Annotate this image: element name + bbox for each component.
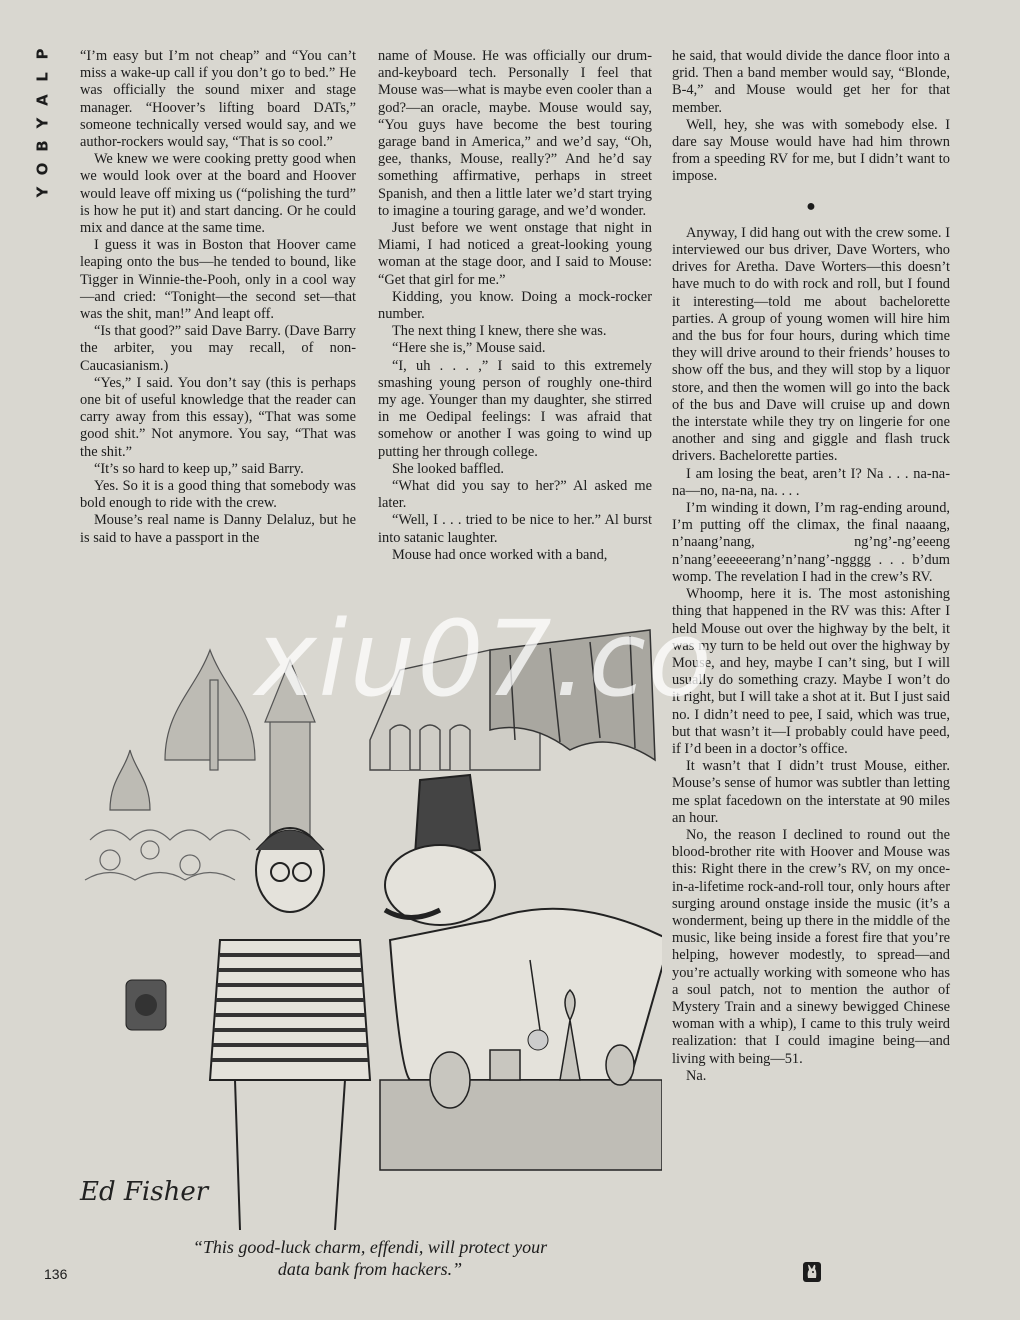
paragraph: I guess it was in Boston that Hoover came leaping onto the bus—he tended to bound, like Tigger in Winnie-the-Pooh, only in a cool way—and cried: “Tonight—the second set—that was the shit, man!” And leapt off. [80,237,356,323]
paragraph: name of Mouse. He was officially our drum-and-keyboard tech. Personally I feel that Mouse was—what is maybe even cooler than a god?—an oracle, maybe. Mouse would say, “You guys have become the best touring garage band in America,” and we’d say, “Oh, gee, thanks, Mouse, really?” And he’d say something affirmative, perhaps in street Spanish, and then a little later we’d start trying to imagine a touring garage, and we’d wonder. [378,48,652,219]
text-column-2 [378,48,652,564]
text-column-3 [672,48,950,1085]
paragraph: “I’m easy but I’m not cheap” and “You can’t miss a wake-up call if you don’t go to bed.” He was officially the sound mixer and stage manager. “Hoover’s lifting board DATs,” someone technically versed would say, and we author-rockers would say, “That is so cool.” [80,48,356,151]
paragraph: “Well, I . . . tried to be nice to her.” Al burst into satanic laughter. [378,512,652,546]
running-head [28,42,58,203]
paragraph: She looked baffled. [392,460,505,477]
running-head-letter: A [33,93,52,106]
running-head-letter: Y [33,185,52,198]
paragraph: “It’s so hard to keep up,” said Barry. [94,460,304,477]
paragraph: Anyway, I did hang out with the crew some. I interviewed our bus driver, Dave Worters, who drives for Aretha. Dave Worters—this doesn’t have much to do with rock and roll, but I found it interesting—told me about bachelorette parties. A group of young women will hire him and the bus for four hours, during which time they will drive around to their friends’ houses to show off the bus, and they will stop by a liquor store, and then the women will go into the back of the bus and Dave will cruise up and down the interstate while they try on lingerie for one another and sing and giggle and flash truck drivers. Bachelorette parties. [672,224,950,465]
paragraph: Mouse’s real name is Danny Delaluz, but he is said to have a passport in the [80,512,356,546]
paragraph: It wasn’t that I didn’t trust Mouse, either. Mouse’s sense of humor was subtler than letting me splat facedown on the interstate at 90 miles an hour. [672,758,950,826]
running-head-letter: L [33,71,52,82]
caption-line: “This good-luck charm, effendi, will protect your [192,1237,548,1257]
paragraph: I’m winding it down, I’m rag-ending around, I’m putting off the climax, the final naaang, n’naang’nang, ng’ng’-ng’eeeng n’nang’eeeeeerang’n’nang’-ngggg . . . b’dum womp. The revelation I had in the crew’s RV. [672,500,950,585]
running-head-letter: Y [33,116,52,129]
paragraph: “What did you say to her?” Al asked me later. [378,478,652,512]
paragraph: The next thing I knew, there she was. [392,323,607,340]
paragraph: “Here she is,” Mouse said. [392,340,546,357]
paragraph: We knew we were cooking pretty good when we would look over at the board and Hoover would leave off mixing us (“polishing the turd” is how he put it) and start dancing. Or he could mix and dance at the same time. [80,151,356,237]
paragraph: “Is that good?” said Dave Barry. (Dave Barry the arbiter, you may recall, of non-Caucasianism.) [80,323,356,374]
section-break-bullet: ● [806,197,816,215]
text-column-1 [80,48,356,547]
paragraph: Whoomp, here it is. The most astonishing thing that happened in the RV was this: After I held Mouse out over the highway by the belt, it was my turn to be held out over the highway by Mouse, and hey, maybe I can’t sing, but I will usually do something crazy. Maybe I won’t do it right, but I will take a shot at it. But I just said no. I didn’t need to pee, I said, which was true, but that wasn’t it—I probably could have peed, if I’d been in a doctor’s office. [672,586,950,757]
paragraph: Just before we went onstage that night in Miami, I had noticed a great-looking young woman at the stage door, and I said to Mouse: “Get that girl for me.” [378,220,652,288]
caption-line: data bank from hackers.” [277,1259,463,1279]
paragraph: he said, that would divide the dance floor into a grid. Then a band member would say, “Blonde, B-4,” and Mouse would get her for that member. [672,48,950,116]
paragraph: I am losing the beat, aren’t I? Na . . . na-na-na—no, na-na, na. . . . [672,465,950,499]
paragraph: “Yes,” I said. You don’t say (this is perhaps one bit of useful knowledge that the reader can carry away from this essay), “That was some good shit.” Not anymore. You say, “That was the shit.” [80,374,356,460]
running-head-letter: B [33,139,52,152]
artist-signature: Ed Fisher [80,1177,209,1207]
cartoon-illustration [70,610,662,1230]
paragraph: Yes. So it is a good thing that somebody was bold enough to ride with the crew. [80,478,356,512]
page-number: 136 [44,1266,68,1282]
cartoon-drawing [70,610,662,1230]
paragraph: “I, uh . . . ,” I said to this extremely smashing young person of roughly one-third my age. Younger than my daughter, she stirred in me Oedipal feelings: I was afraid that somehow or another I was going to wind up putting her through college. [378,357,652,460]
paragraph: Well, hey, she was with somebody else. I dare say Mouse would have had him thrown from a speeding RV for me, but I didn’t want to impose. [672,116,950,185]
paragraph: Mouse had once worked with a band, [392,546,608,563]
rabbit-head-icon [803,1262,821,1282]
watermark: xiu07.co [255,598,714,720]
paragraph: Kidding, you know. Doing a mock-rocker number. [378,288,652,323]
cartoon-caption [100,1236,640,1280]
running-head-letter: O [33,161,52,176]
running-head-letter: P [33,47,52,60]
paragraph: No, the reason I declined to round out the blood-brother rite with Hoover and Mouse was this: Right there in the crew’s RV, on my once-in-a-lifetime rock-and-roll tour, only hours after surging around onstage inside the music (it’s a wonderment, being up there in the middle of the music, like being inside a forest fire that you’re helping, however modestly, to spread—and you’re actually working with someone who has a soul patch, not to mention the author of Mystery Train and a sinewy bewigged Chinese woman with a whip), I came to this truly weird realization: that I could imagine being—and living with being—51. [672,826,950,1067]
section-two [672,225,950,1085]
paragraph: Na. [686,1067,707,1084]
